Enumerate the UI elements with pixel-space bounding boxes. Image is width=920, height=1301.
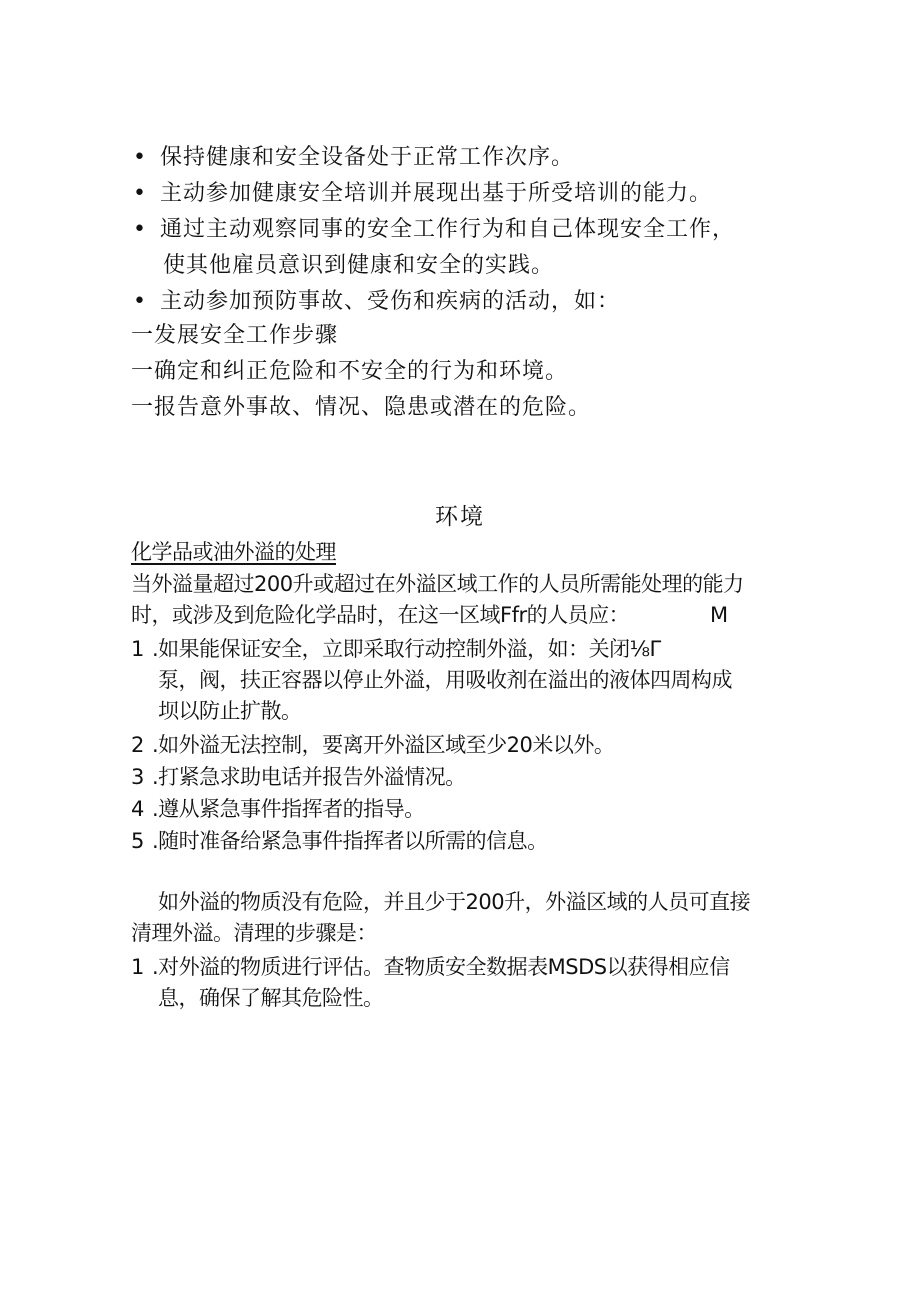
bullet-item: 保持健康和安全设备处于正常工作次序。 <box>160 145 575 170</box>
step-line: .遵从紧急事件指挥者的指导。 <box>152 797 425 821</box>
step-number: 1 <box>131 955 145 979</box>
step-number: 5 <box>131 829 145 853</box>
dash-item: 一报告意外事故、情况、隐患或潜在的危险。 <box>131 395 592 420</box>
dash-item: 一发展安全工作步骤 <box>131 323 339 348</box>
step-line: .对外溢的物质进行评估。查物质安全数据表MSDS以获得相应信 <box>152 955 730 979</box>
bullet-continuation: 使其他雇员意识到健康和安全的实践。 <box>163 253 555 278</box>
step-line: 泵，阀，扶正容器以停止外溢，用吸收剂在溢出的液体四周构成 <box>158 668 732 692</box>
intro-line: 当外溢量超过200升或超过在外溢区域工作的人员所需能处理的能力 <box>131 572 744 596</box>
step-line: 坝以防止扩散。 <box>158 699 302 723</box>
bullet-item: 主动参加健康安全培训并展现出基于所受培训的能力。 <box>160 181 713 206</box>
intro-stray-mark: M <box>710 603 728 627</box>
step-number: 4 <box>131 797 145 821</box>
bullet-item: 通过主动观察同事的安全工作行为和自己体现安全工作， <box>160 217 736 242</box>
step-number: 2 <box>131 733 145 757</box>
step-line: .打紧急求助电话并报告外溢情况。 <box>152 765 466 789</box>
step-line: .随时准备给紧急事件指挥者以所需的信息。 <box>152 829 548 853</box>
step-line: .如果能保证安全，立即采取行动控制外溢，如：关闭⅛Γ <box>152 637 661 661</box>
bullet-marker: • <box>133 181 146 206</box>
step-number: 3 <box>131 765 145 789</box>
intro-line: 时，或涉及到危险化学品时，在这一区域Ffr的人员应： <box>131 603 630 627</box>
bullet-marker: • <box>133 217 146 242</box>
section-title: 环境 <box>435 504 485 530</box>
dash-item: 一确定和纠正危险和不安全的行为和环境。 <box>131 359 569 384</box>
paragraph-line: 如外溢的物质没有危险，并且少于200升，外溢区域的人员可直接 <box>158 890 751 914</box>
bullet-marker: • <box>133 145 146 170</box>
step-line: .如外溢无法控制，要离开外溢区域至少20米以外。 <box>152 733 615 757</box>
subsection-title: 化学品或油外溢的处理 <box>131 540 336 564</box>
bullet-marker: • <box>133 289 146 314</box>
bullet-item: 主动参加预防事故、受伤和疾病的活动，如： <box>160 289 621 314</box>
step-number: 1 <box>131 637 145 661</box>
paragraph-line: 清理外溢。清理的步骤是： <box>131 921 377 945</box>
step-line: 息，确保了解其危险性。 <box>158 986 384 1010</box>
